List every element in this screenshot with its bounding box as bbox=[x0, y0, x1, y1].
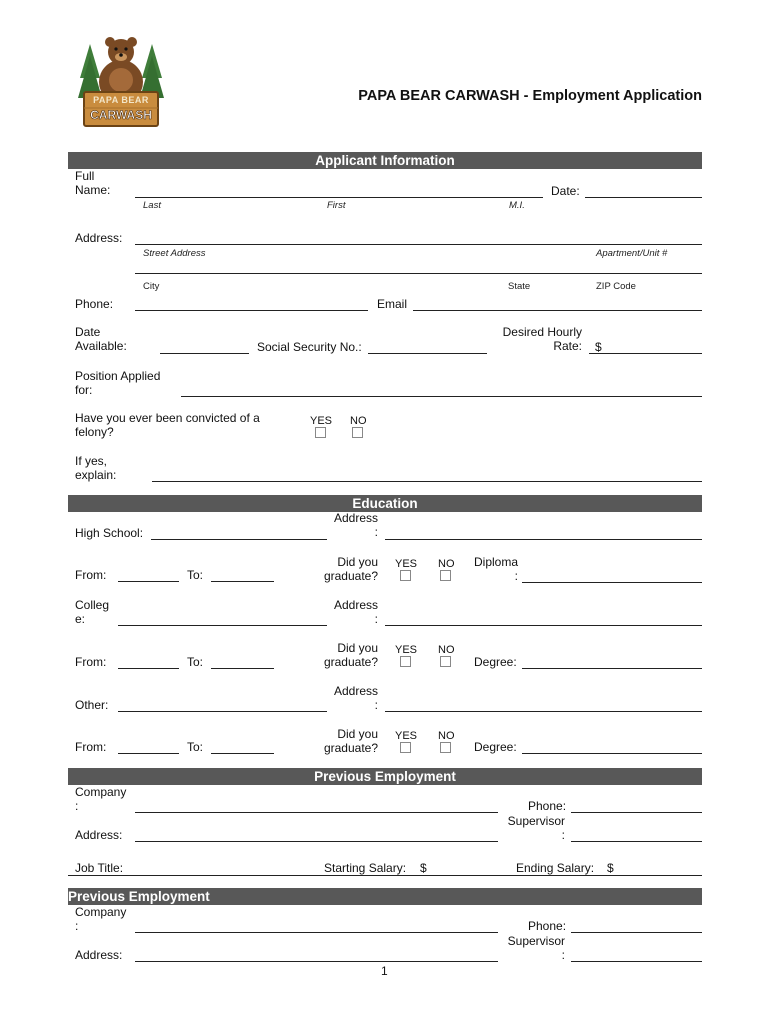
college-no-label: NO bbox=[438, 644, 455, 656]
other-address-input[interactable] bbox=[385, 711, 702, 712]
other-to-label: To: bbox=[187, 740, 204, 754]
emp1-starting-salary-label: Starting Salary: bbox=[324, 861, 407, 875]
emp2-address-label: Address: bbox=[75, 948, 123, 962]
other-yes-label: YES bbox=[395, 730, 418, 742]
full-name-input[interactable] bbox=[135, 197, 543, 198]
emp2-company-label: Company : bbox=[75, 905, 127, 933]
college-yes-checkbox[interactable] bbox=[400, 656, 411, 667]
other-from-label: From: bbox=[75, 740, 107, 754]
emp1-phone-input[interactable] bbox=[571, 812, 702, 813]
college-degree-input[interactable] bbox=[522, 668, 702, 669]
hs-yes-label: YES bbox=[395, 558, 418, 570]
other-label: Other: bbox=[75, 698, 109, 712]
apartment-caption: Apartment/Unit # bbox=[596, 248, 668, 259]
hs-from-input[interactable] bbox=[118, 581, 179, 582]
desired-rate-input[interactable] bbox=[589, 353, 702, 354]
address-label: Address: bbox=[75, 231, 123, 245]
page-title: PAPA BEAR CARWASH - Employment Application bbox=[358, 88, 702, 104]
emp1-supervisor-input[interactable] bbox=[571, 841, 702, 842]
section-header-education: Education bbox=[68, 495, 702, 512]
emp1-ending-salary-label: Ending Salary: bbox=[516, 861, 595, 875]
college-address-label: Address : bbox=[333, 598, 378, 626]
emp1-ending-dollar: $ bbox=[607, 861, 614, 875]
emp1-supervisor-label: Supervisor : bbox=[507, 814, 565, 842]
diploma-input[interactable] bbox=[522, 582, 702, 583]
high-school-address-label: Address : bbox=[333, 511, 378, 539]
email-input[interactable] bbox=[413, 310, 702, 311]
college-from-label: From: bbox=[75, 655, 107, 669]
college-to-input[interactable] bbox=[211, 668, 274, 669]
emp1-company-input[interactable] bbox=[135, 812, 498, 813]
city-state-zip-input[interactable] bbox=[135, 273, 702, 274]
emp1-starting-dollar: $ bbox=[420, 861, 427, 875]
other-degree-input[interactable] bbox=[522, 753, 702, 754]
hs-to-label: To: bbox=[187, 568, 204, 582]
hs-no-label: NO bbox=[438, 558, 455, 570]
explain-label: If yes, explain: bbox=[75, 454, 117, 482]
emp2-supervisor-input[interactable] bbox=[571, 961, 702, 962]
email-label: Email bbox=[377, 297, 408, 311]
college-graduate-label: Did you graduate? bbox=[323, 641, 378, 669]
rate-dollar-sign: $ bbox=[595, 340, 602, 354]
hs-no-checkbox[interactable] bbox=[440, 570, 451, 581]
logo-text-top: PAPA BEAR bbox=[93, 95, 149, 105]
felony-yes-checkbox[interactable] bbox=[315, 427, 326, 438]
felony-no-label: NO bbox=[350, 415, 367, 427]
other-address-label: Address : bbox=[333, 684, 378, 712]
college-input[interactable] bbox=[118, 625, 327, 626]
high-school-label: High School: bbox=[75, 526, 144, 540]
first-name-caption: First bbox=[327, 200, 346, 211]
college-to-label: To: bbox=[187, 655, 204, 669]
date-label: Date: bbox=[551, 184, 580, 198]
phone-input[interactable] bbox=[135, 310, 368, 311]
other-no-checkbox[interactable] bbox=[440, 742, 451, 753]
high-school-input[interactable] bbox=[151, 539, 327, 540]
other-input[interactable] bbox=[118, 711, 327, 712]
college-from-input[interactable] bbox=[118, 668, 179, 669]
company-logo bbox=[78, 36, 164, 128]
desired-rate-label: Desired Hourly Rate: bbox=[502, 325, 582, 353]
address-input[interactable] bbox=[135, 244, 702, 245]
emp1-job-title-input[interactable] bbox=[68, 875, 702, 876]
college-yes-label: YES bbox=[395, 644, 418, 656]
full-name-label: Full Name: bbox=[75, 169, 111, 197]
emp2-company-input[interactable] bbox=[135, 932, 498, 933]
other-graduate-label: Did you graduate? bbox=[323, 727, 378, 755]
middle-initial-caption: M.I. bbox=[509, 200, 525, 211]
state-caption: State bbox=[508, 281, 531, 292]
position-label: Position Applied for: bbox=[75, 369, 161, 397]
page-number: 1 bbox=[381, 964, 388, 978]
hs-to-input[interactable] bbox=[211, 581, 274, 582]
phone-label: Phone: bbox=[75, 297, 114, 311]
section-header-employment-2: Previous Employment bbox=[68, 888, 702, 905]
ssn-input[interactable] bbox=[368, 353, 487, 354]
city-caption: City bbox=[143, 281, 160, 292]
explain-input[interactable] bbox=[152, 481, 702, 482]
emp1-phone-label: Phone: bbox=[528, 799, 567, 813]
section-header-employment-1: Previous Employment bbox=[68, 768, 702, 785]
date-input[interactable] bbox=[585, 197, 702, 198]
high-school-address-input[interactable] bbox=[385, 539, 702, 540]
emp2-phone-label: Phone: bbox=[528, 919, 567, 933]
emp1-job-title-label: Job Title: bbox=[75, 861, 124, 875]
other-no-label: NO bbox=[438, 730, 455, 742]
hs-from-label: From: bbox=[75, 568, 107, 582]
last-name-caption: Last bbox=[143, 200, 161, 211]
other-degree-label: Degree: bbox=[474, 740, 517, 754]
college-no-checkbox[interactable] bbox=[440, 656, 451, 667]
emp1-address-label: Address: bbox=[75, 828, 123, 842]
emp2-address-input[interactable] bbox=[135, 961, 498, 962]
section-header-applicant: Applicant Information bbox=[68, 152, 702, 169]
street-address-caption: Street Address bbox=[143, 248, 206, 259]
diploma-label: Diploma : bbox=[473, 555, 518, 583]
ssn-label: Social Security No.: bbox=[257, 340, 362, 354]
other-from-input[interactable] bbox=[118, 753, 179, 754]
felony-yes-label: YES bbox=[310, 415, 333, 427]
emp2-phone-input[interactable] bbox=[571, 932, 702, 933]
other-to-input[interactable] bbox=[211, 753, 274, 754]
emp2-supervisor-label: Supervisor : bbox=[507, 934, 565, 962]
date-available-input[interactable] bbox=[160, 353, 249, 354]
emp1-address-input[interactable] bbox=[135, 841, 498, 842]
college-degree-label: Degree: bbox=[474, 655, 517, 669]
college-label: Colleg e: bbox=[75, 598, 110, 626]
logo-text-bottom: CARWASH bbox=[90, 108, 152, 122]
hs-yes-checkbox[interactable] bbox=[400, 570, 411, 581]
felony-no-checkbox[interactable] bbox=[352, 427, 363, 438]
zip-caption: ZIP Code bbox=[596, 281, 636, 292]
date-available-label: Date Available: bbox=[75, 325, 127, 353]
other-yes-checkbox[interactable] bbox=[400, 742, 411, 753]
hs-graduate-label: Did you graduate? bbox=[323, 555, 378, 583]
emp1-company-label: Company : bbox=[75, 785, 127, 813]
college-address-input[interactable] bbox=[385, 625, 702, 626]
position-input[interactable] bbox=[181, 396, 702, 397]
felony-question: Have you ever been convicted of a felony? bbox=[75, 411, 260, 439]
